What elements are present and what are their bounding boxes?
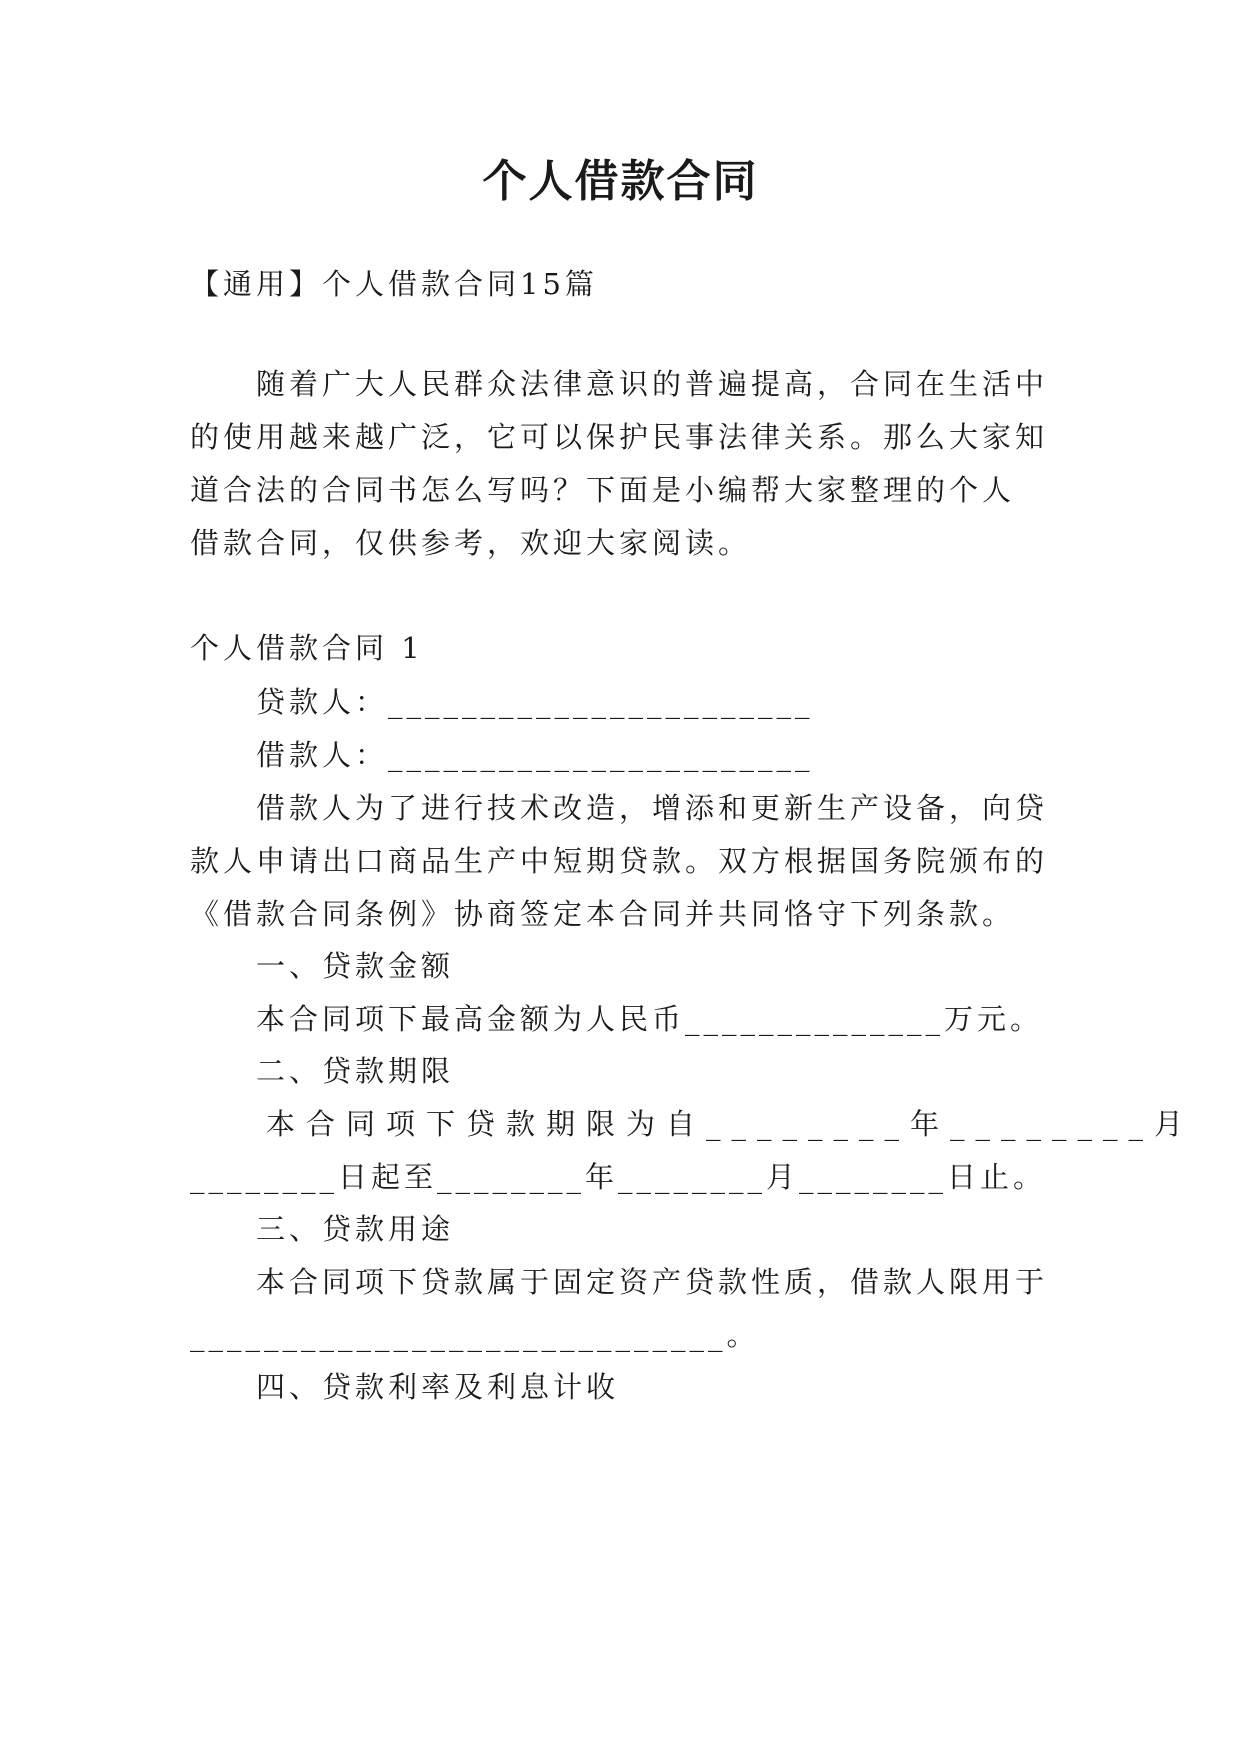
borrower-line: 借款人：_______________________ <box>256 738 814 772</box>
clause3-line-1: 本合同项下贷款属于固定资产贷款性质，借款人限用于 <box>256 1265 1049 1299</box>
clause2-title: 二、贷款期限 <box>256 1054 455 1088</box>
clause1-text: 本合同项下最高金额为人民币______________万元。 <box>256 1002 1044 1036</box>
clause3-title: 三、贷款用途 <box>256 1212 455 1246</box>
purpose-line-3: 《借款合同条例》协商签定本合同并共同恪守下列条款。 <box>190 897 1016 931</box>
clause2-line-2: ________日起至________年________月________日止。 <box>190 1160 1047 1194</box>
lender-line: 贷款人：_______________________ <box>256 685 814 719</box>
clause4-title: 四、贷款利率及利息计收 <box>256 1370 620 1404</box>
intro-line-3: 道合法的合同书怎么写吗？下面是小编帮大家整理的个人 <box>190 473 1016 507</box>
intro-line-1: 随着广大人民群众法律意识的普遍提高，合同在生活中 <box>256 367 1049 401</box>
intro-line-4: 借款合同，仅供参考，欢迎大家阅读。 <box>190 526 752 560</box>
clause2-line-1: 本合同项下贷款期限为自________年________月 <box>266 1107 1195 1141</box>
section-title: 个人借款合同 1 <box>190 631 424 665</box>
clause1-title: 一、贷款金额 <box>256 949 455 983</box>
clause3-line-2: _____________________________。 <box>190 1318 760 1352</box>
intro-line-2: 的使用越来越广泛，它可以保护民事法律关系。那么大家知 <box>190 420 1049 454</box>
document-subtitle: 【通用】个人借款合同15篇 <box>190 267 598 301</box>
document-title: 个人借款合同 <box>482 156 759 207</box>
purpose-line-1: 借款人为了进行技术改造，增添和更新生产设备，向贷 <box>256 791 1049 825</box>
purpose-line-2: 款人申请出口商品生产中短期贷款。双方根据国务院颁布的 <box>190 844 1049 878</box>
